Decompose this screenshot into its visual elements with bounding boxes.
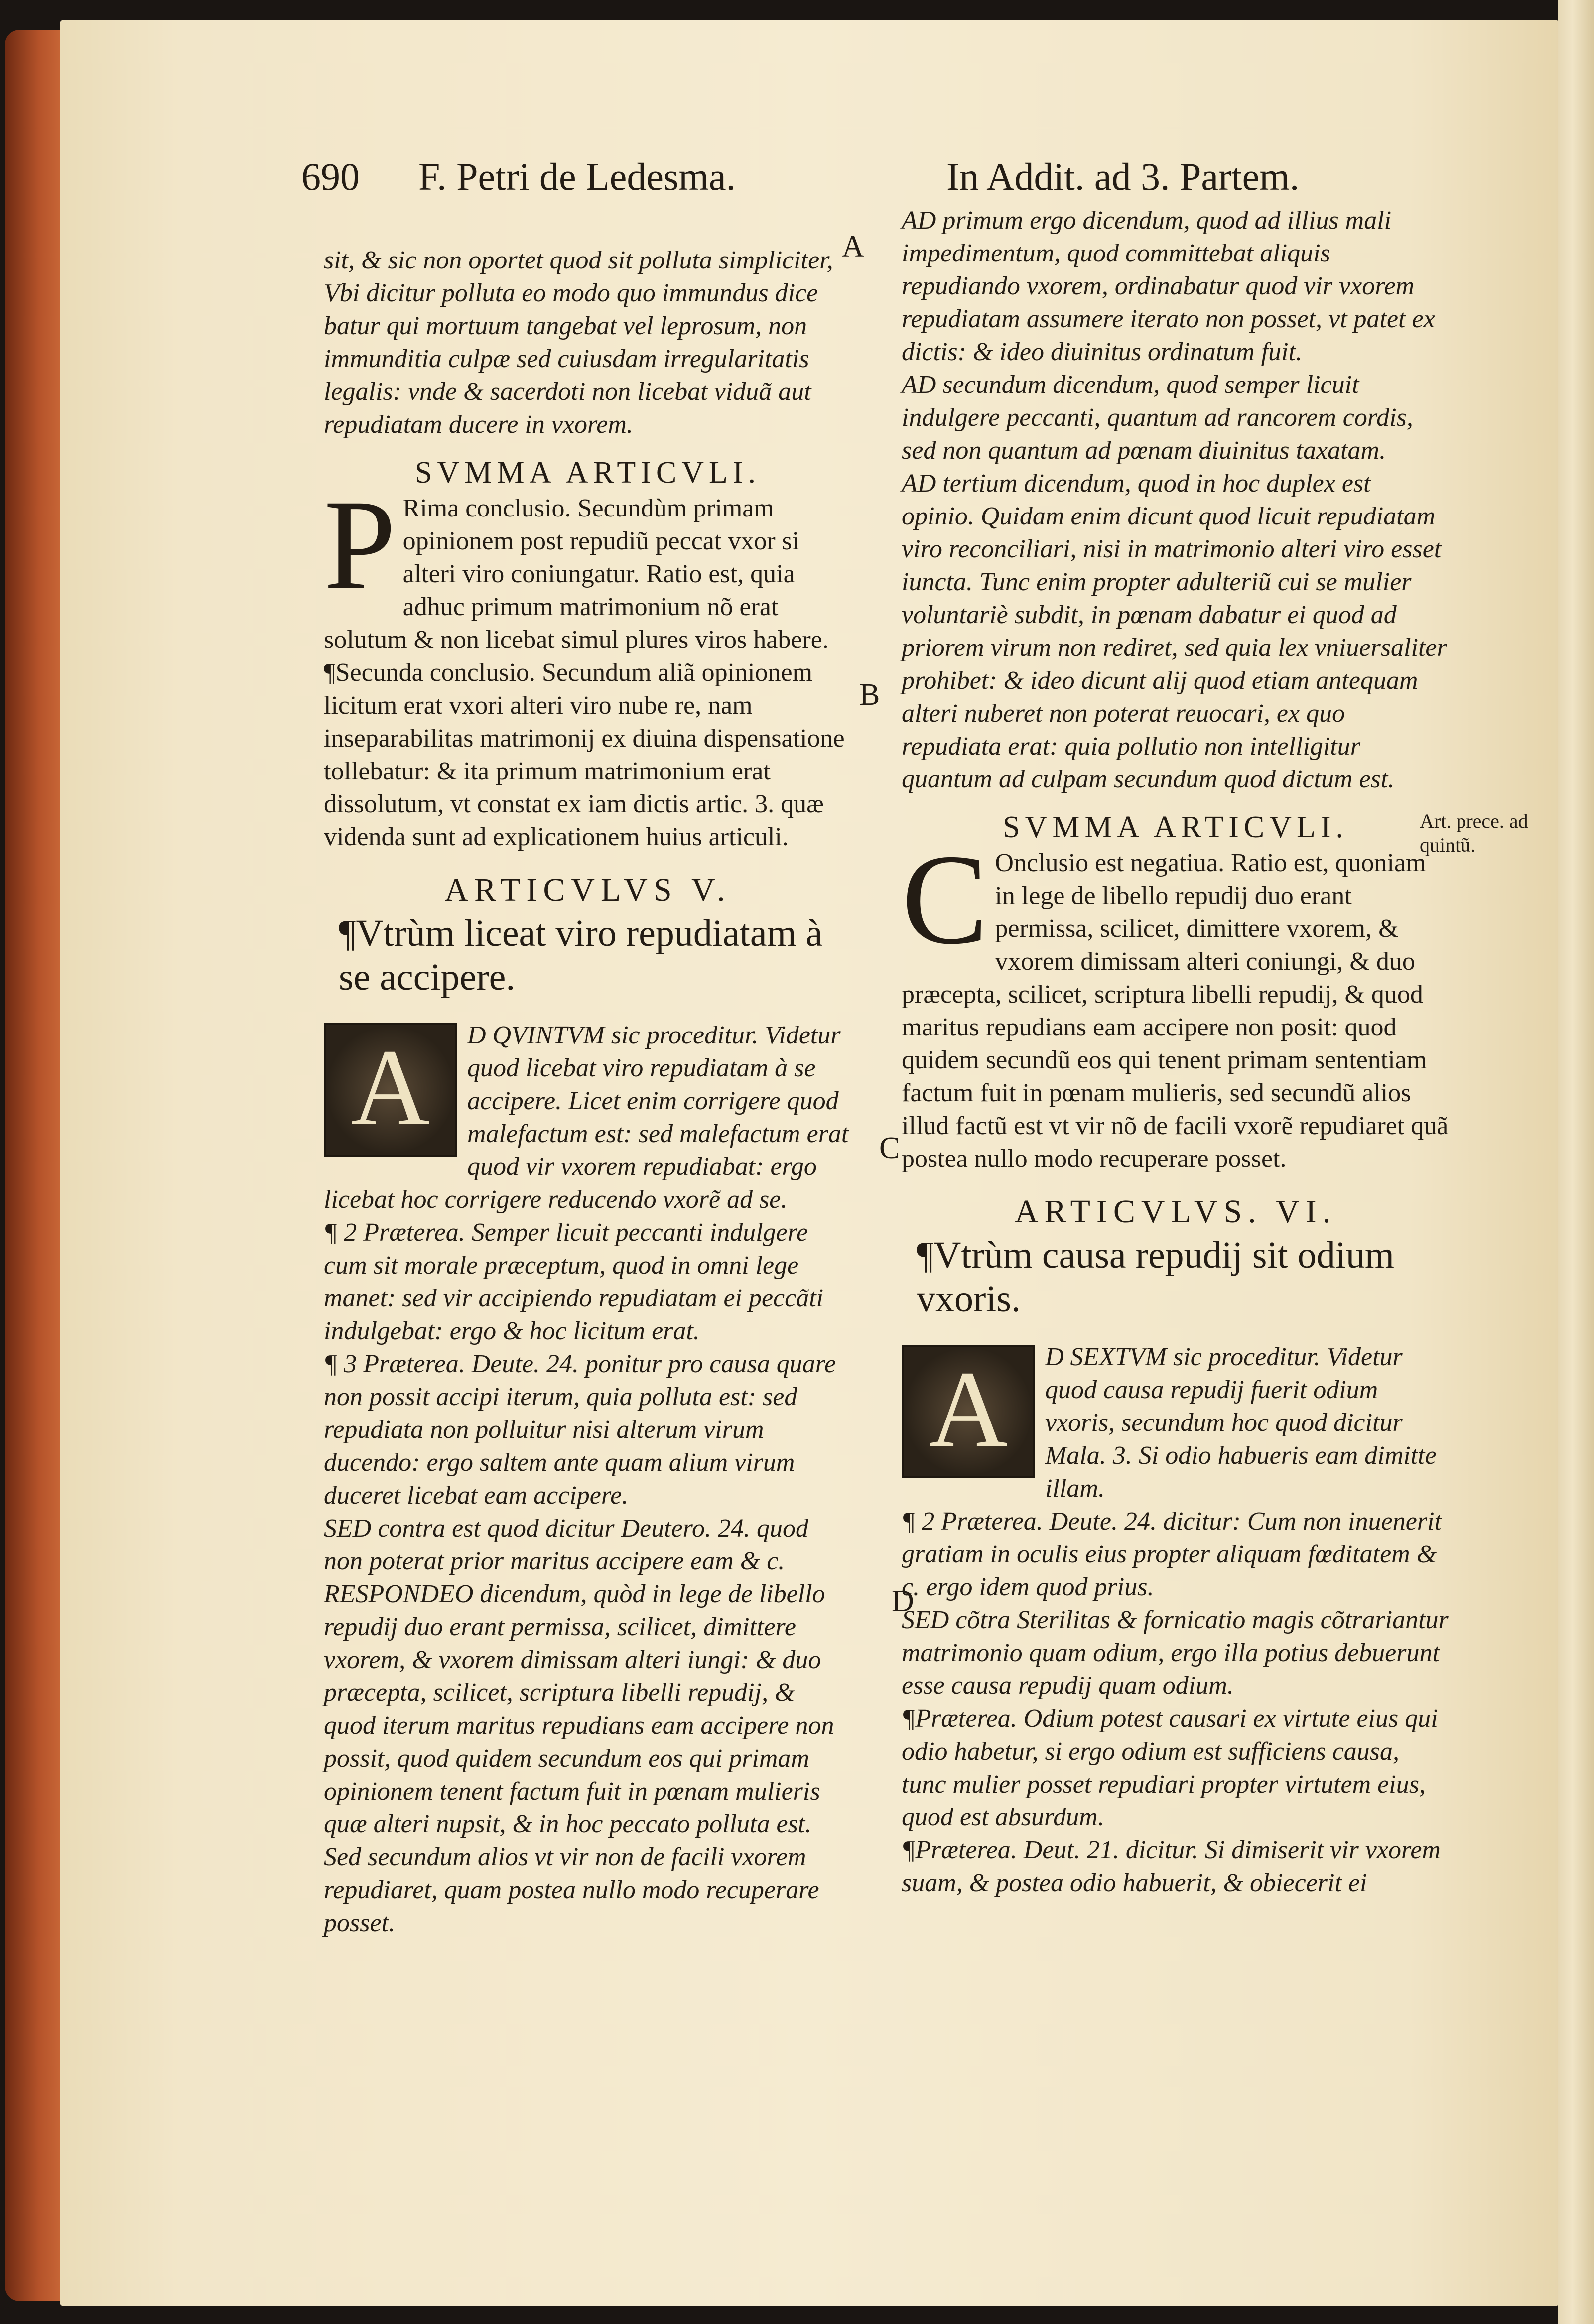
margin-letter-a: A [842, 230, 864, 263]
article-body-1-text: D QVINTVM sic proceditur. Videtur quod licebat viro repudiatam à se accipere. Licet enim corrigere quod malefactum est: sed malefactum erat quod vir vxorem repudiabat: ergo licebat hoc corrigere reducendo vxorẽ ad se. [324, 1021, 849, 1214]
running-head-part: In Addit. ad 3. Partem. [946, 155, 1300, 198]
facing-page-edge [1558, 0, 1594, 2324]
sed-contra: SED contra est quod dicitur Deutero. 24. quod non poterat prior maritus accipere eam & c. [324, 1514, 808, 1575]
margin-letter-b: B [859, 678, 880, 712]
article-body-1-text: D SEXTVM sic proceditur. Videtur quod causa repudij fuerit odium vxoris, secundum hoc quod dicitur Mala. 3. Si odio habueris eam dimitte illam. [1045, 1343, 1437, 1503]
margin-letter-c: C [879, 1131, 900, 1165]
respondeo: RESPONDEO dicendum, quòd in lege de libello repudij duo erant permissa, scilicet, dimittere vxorem, & vxorem dimissam alteri iungi: & duo præcepta, scilicet, scriptura libelli repudij, & quod iterum maritus repudians eam accipere non possit, quod quidem secundum eos qui primam opinionem tenent factum fuit in pœnam mulieris quæ alteri nupsit, & in hoc peccato polluta est. Sed secundum alios vt vir non de facili vxorem repudiaret, quam postea nullo modo recuperare posset. [324, 1580, 834, 1937]
article-question: ¶Vtrùm causa repudij sit odium vxoris. [917, 1234, 1394, 1320]
summa-heading: SVMMA ARTICVLI. [414, 456, 761, 490]
summa-heading: SVMMA ARTICVLI. [1002, 810, 1348, 844]
reply-3: AD tertium dicendum, quod in hoc duplex est opinio. Quidam enim dicunt quod licuit repudiatam viro reconciliari, nisi in matrimonio alteri viro esset iuncta. Tunc enim propter adulteriũ cui se mulier voluntariè subdit, in pœnam dabatur ei quod ad priorem virum non rediret, sed quia lex vniuersaliter prohibet: & ideo dicunt alij quod etiam antequam alteri nuberet non poterat reuocari, ex quo repudiata erat: quia pollutio non intelligitur quantum ad culpam secundum quod dictum est. [902, 469, 1447, 793]
article-question: ¶Vtrùm liceat viro repudiatam à se accipere. [339, 912, 823, 998]
sed-contra: SED cõtra Sterilitas & fornicatio magis cõtrariantur matrimonio quam odium, ergo illa potius debuerunt esse causa repudij quam odium. [902, 1606, 1449, 1700]
article-body-3: ¶Præterea. Odium potest causari ex virtute eius qui odio habetur, si ergo odium est sufficiens causa, tunc mulier posset repudiari propter virtutem eius, quod est absurdum. [902, 1704, 1438, 1831]
article-body-2: ¶ 2 Præterea. Deute. 24. dicitur: Cum non inuenerit gratiam in oculis eius propter aliquam fœditatem & c. ergo idem quod prius. [902, 1507, 1442, 1601]
article-heading: ARTICVLVS V. [444, 872, 731, 908]
conclusion-1-text: Rima conclusio. Secundùm primam opinionem post repudiũ peccat vxor si alteri viro coniungatur. Ratio est, quia adhuc primum matrimonium nõ erat solutum & non licebat simul plures viros habere. [324, 494, 829, 654]
left-column [324, 244, 852, 1939]
reply-2: AD secundum dicendum, quod semper licuit indulgere peccanti, quantum ad rancorem cordis, sed non quantum ad pœnam diuinitus taxatam. [902, 371, 1413, 465]
page-number: 690 [301, 155, 360, 198]
left-paragraph-1: sit, & sic non oportet quod sit polluta simpliciter, Vbi dicitur polluta eo modo quo immundus dice batur qui mortuum tangebat vel leprosum, non immunditia culpæ sed cuiusdam irregularitatis legalis: vnde & sacerdoti non licebat viduã aut repudiatam ducere in vxorem. [324, 246, 833, 439]
conclusion-text: Onclusio est negatiua. Ratio est, quoniam in lege de libello repudij duo erant permissa, scilicet, dimittere vxorem, & vxorem dimissam alteri coniungi, & duo præcepta, scilicet, scriptura libelli repudij, & quod maritus repudians eam accipere non posit: quod quidem secundũ eos qui tenent primam sententiam factum fuit in pœnam mulieris, sed secundũ alios illud factũ est vt vir nõ de facili vxorẽ repudiaret quã postea nullo modo recuperare posset. [902, 849, 1449, 1173]
margin-letter-d: D [892, 1584, 914, 1618]
article-body-3: ¶ 3 Præterea. Deute. 24. ponitur pro causa quare non possit accipi iterum, quia polluta est: sed repudiata non polluitur nisi alterum virum ducendo: ergo saltem ante quam alium virum duceret licebat eam accipere. [324, 1350, 836, 1510]
conclusion-2: ¶Secunda conclusio. Secundum aliã opinionem licitum erat vxori alteri viro nube re, nam inseparabilitas matrimonij ex diuina dispensatione tollebatur: & ita primum matrimonium erat dissolutum, vt constat ex iam dictis artic. 3. quæ videnda sunt ad explicationem huius articuli. [324, 658, 845, 851]
reply-1: AD primum ergo dicendum, quod ad illius mali impedimentum, quod committebat aliquis repudiando vxorem, ordinabatur quod vir vxorem repudiatam assumere iterato non posset, vt patet ex dictis: & ideo diuinitus ordinatum fuit. [902, 206, 1435, 366]
drop-cap: C [902, 828, 988, 971]
article-body-4: ¶Præterea. Deut. 21. dicitur. Si dimiserit vir vxorem suam, & postea odio habuerit, & obiecerit ei [902, 1836, 1441, 1897]
article-heading: ARTICVLVS. VI. [1014, 1193, 1337, 1230]
ornamental-initial: A [902, 1345, 1035, 1478]
article-body-2: ¶ 2 Præterea. Semper licuit peccanti indulgere cum sit morale præceptum, quod in omni lege manet: sed vir accipiendo repudiatam ei peccãti indulgebat: ergo & hoc licitum erat. [324, 1218, 824, 1345]
right-column [902, 204, 1450, 1900]
conclusion [902, 828, 1450, 1175]
margin-note: Art. prece. ad quintũ. [1420, 810, 1528, 856]
ornamental-initial: A [324, 1023, 457, 1157]
article-body-1 [902, 1341, 1450, 1505]
article-body-1 [324, 1019, 852, 1216]
running-head-author: F. Petri de Ledesma. [418, 155, 736, 198]
drop-cap: P [324, 473, 396, 617]
